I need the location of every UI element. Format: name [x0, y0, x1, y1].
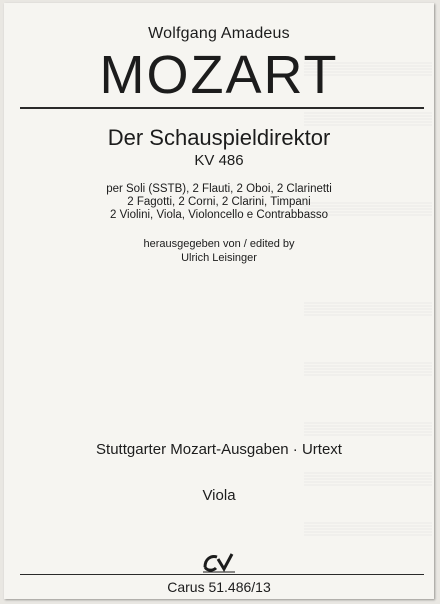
carus-logo-icon	[202, 551, 236, 573]
editor-label: herausgegeben von / edited by	[143, 238, 295, 250]
composer-first-name: Wolfgang Amadeus	[148, 25, 290, 42]
scoring-block	[4, 183, 434, 222]
composer-last-name: MOZART	[99, 45, 339, 105]
series-title: Stuttgarter Mozart-Ausgaben · Urtext	[96, 441, 342, 458]
catalogue-number: KV 486	[194, 152, 244, 169]
editor-name: Ulrich Leisinger	[181, 252, 257, 264]
score-cover-page	[4, 3, 434, 599]
scoring-line: 2 Fagotti, 2 Corni, 2 Clarini, Timpani	[127, 196, 311, 208]
bottom-divider	[20, 574, 424, 575]
work-title: Der Schauspieldirektor	[107, 125, 331, 150]
top-divider	[20, 107, 424, 109]
edition-catalog-number: Carus 51.486/13	[167, 579, 271, 595]
instrument-part: Viola	[202, 487, 236, 504]
scoring-line: 2 Violini, Viola, Violoncello e Contrabbasso	[109, 209, 328, 221]
scoring-line: per Soli (SSTB), 2 Flauti, 2 Oboi, 2 Clarinetti	[106, 183, 332, 195]
